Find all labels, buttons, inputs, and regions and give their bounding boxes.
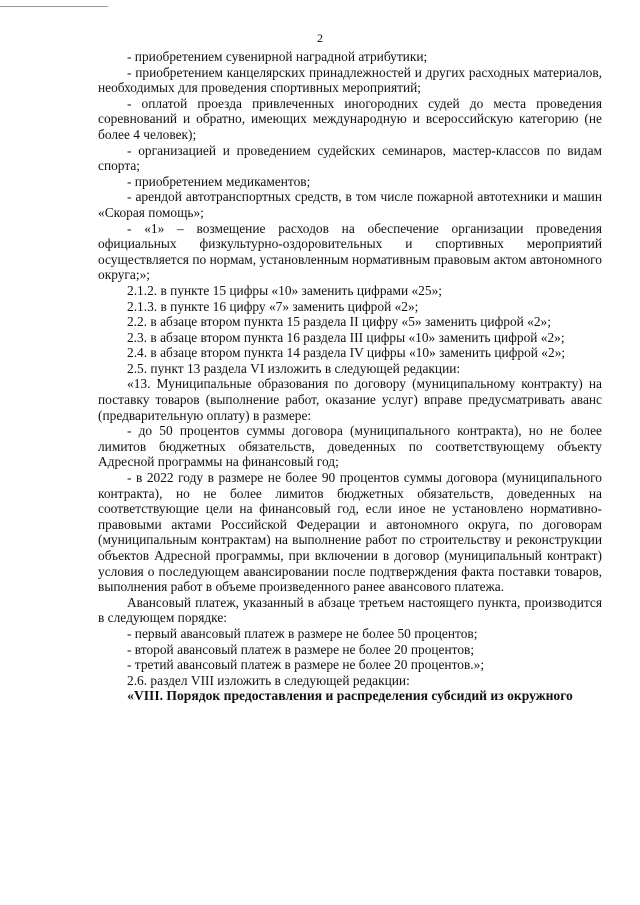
document-body xyxy=(98,49,602,704)
paragraph: - в 2022 году в размере не более 90 процентов суммы договора (муниципального контракта), но не более лимитов бюджетных обязательств, доведенных на соответствующие цели на финансовый год, если иное не установлено нормативно-правовыми актами Российской Федерации и автономного округа, по договорам (муниципальным контрактам) на выполнение работ по строительству и реконструкции объектов Адресной программы, при включении в договор (муниципальный контракт) условия о последующем авансировании после подтверждения факта поставки товаров, выполнения работ в объеме произведенного ранее авансового платежа. xyxy=(98,470,602,595)
paragraph: - организацией и проведением судейских семинаров, мастер-классов по видам спорта; xyxy=(98,142,602,174)
paragraph: 2.3. в абзаце втором пункта 16 раздела III цифры «10» заменить цифрой «2»; xyxy=(127,329,565,345)
paragraph: - первый авансовый платеж в размере не более 50 процентов; xyxy=(127,625,478,641)
paragraph: 2.2. в абзаце втором пункта 15 раздела II цифру «5» заменить цифрой «2»; xyxy=(127,314,551,330)
paragraph: 2.1.3. в пункте 16 цифру «7» заменить цифрой «2»; xyxy=(127,298,419,314)
paragraph: «13. Муниципальные образования по договору (муниципальному контракту) на поставку товаров (выполнение работ, оказание услуг) вправе предусматривать аванс (предварительную оплату) в размере: xyxy=(98,376,602,423)
paragraph: 2.4. в абзаце втором пункта 14 раздела IV цифры «10» заменить цифрой «2»; xyxy=(127,345,566,361)
paragraph: 2.6. раздел VIII изложить в следующей редакции: xyxy=(127,672,410,688)
paragraph: - приобретением медикаментов; xyxy=(127,173,311,189)
paragraph: 2.1.2. в пункте 15 цифры «10» заменить цифрами «25»; xyxy=(127,282,442,298)
paragraph: - приобретением сувенирной наградной атрибутики; xyxy=(127,49,428,64)
paragraph: - третий авансовый платеж в размере не более 20 процентов.»; xyxy=(127,657,485,673)
paragraph: - второй авансовый платеж в размере не более 20 процентов; xyxy=(127,641,475,657)
paragraph: 2.5. пункт 13 раздела VI изложить в следующей редакции: xyxy=(127,360,461,376)
paragraph: - «1» – возмещение расходов на обеспечение организации проведения официальных физкультурно-оздоровительных и спортивных мероприятий осуществляется по нормам, установленным нормативным правовым актом автономного округа;»; xyxy=(98,220,602,283)
page-number: 2 xyxy=(317,31,323,45)
paragraph: - арендой автотранспортных средств, в том числе пожарной автотехники и машин «Скорая помощь»; xyxy=(98,189,602,220)
section-heading: «VIII. Порядок предоставления и распределения субсидий из окружного xyxy=(127,688,573,704)
paragraph: - оплатой проезда привлеченных иногородних судей до места проведения соревнований и обратно, имеющих международную и всероссийскую категорию (не более 4 человек); xyxy=(98,95,602,142)
scan-edge-line xyxy=(0,6,108,7)
paragraph: - приобретением канцелярских принадлежностей и других расходных материалов, необходимых для проведения спортивных мероприятий; xyxy=(98,64,602,96)
paragraph: - до 50 процентов суммы договора (муниципального контракта), но не более лимитов бюджетных обязательств, доведенных по соответствующему объекту Адресной программы на финансовый год; xyxy=(98,423,602,470)
paragraph: Авансовый платеж, указанный в абзаце третьем настоящего пункта, производится в следующем порядке: xyxy=(98,594,602,626)
